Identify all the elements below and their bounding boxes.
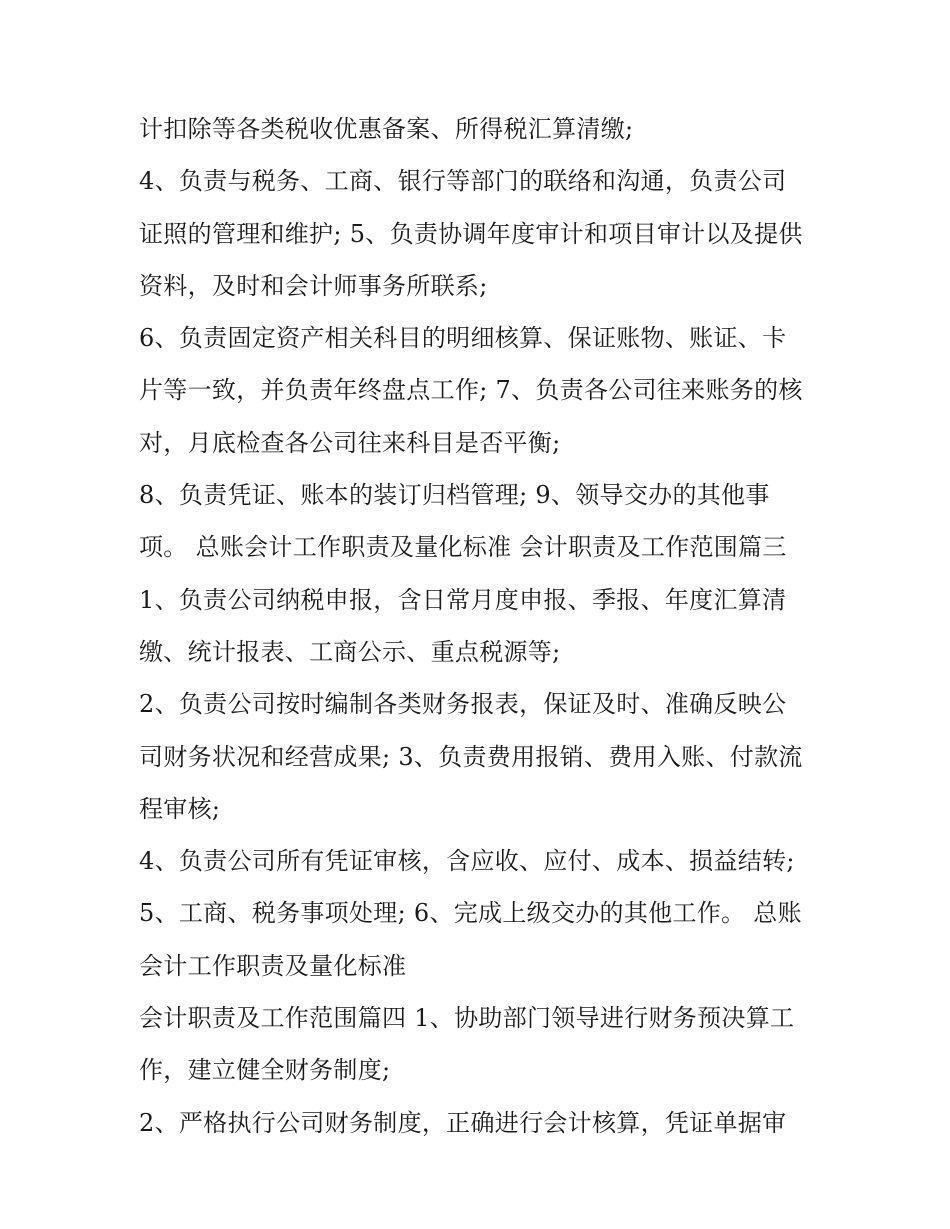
text-line: 程审核; (139, 794, 221, 823)
text-line: 证照的管理和维护; 5、负责协调年度审计和项目审计以及提供 (139, 219, 803, 248)
text-line: 司财务状况和经营成果; 3、负责费用报销、费用入账、付款流 (139, 742, 803, 771)
text-line: 项。 总账会计工作职责及量化标准 会计职责及工作范围篇三 (139, 533, 787, 562)
text-line: 5、工商、税务事项处理; 6、完成上级交办的其他工作。 总账 (139, 899, 802, 928)
text-line: 2、负责公司按时编制各类财务报表，保证及时、准确反映公 (139, 690, 787, 719)
text-line: 6、负责固定资产相关科目的明细核算、保证账物、账证、卡 (139, 324, 787, 353)
text-line: 2、严格执行公司财务制度，正确进行会计核算，凭证单据审 (139, 1108, 787, 1137)
text-line: 1、负责公司纳税申报，含日常月度申报、季报、年度汇算清 (139, 585, 787, 614)
text-line: 计扣除等各类税收优惠备案、所得税汇算清缴; (139, 115, 634, 143)
text-line: 4、负责与税务、工商、银行等部门的联络和沟通，负责公司 (139, 167, 787, 196)
text-line: 会计工作职责及量化标准 (139, 951, 407, 980)
text-line: 会计职责及工作范围篇四 1、协助部门领导进行财务预决算工 (139, 1004, 795, 1033)
text-line: 缴、统计报表、工商公示、重点税源等; (139, 637, 561, 666)
document-body (139, 103, 819, 1149)
text-line: 8、负责凭证、账本的装订归档管理; 9、领导交办的其他事 (139, 481, 770, 510)
text-line: 资料，及时和会计师事务所联系; (139, 271, 488, 300)
text-line: 4、负责公司所有凭证审核，含应收、应付、成本、损益结转; (139, 847, 795, 876)
text-line: 片等一致，并负责年终盘点工作; 7、负责各公司往来账务的核 (139, 376, 803, 405)
text-line: 对，月底检查各公司往来科目是否平衡; (139, 428, 561, 457)
text-line: 作，建立健全财务制度; (139, 1056, 391, 1085)
